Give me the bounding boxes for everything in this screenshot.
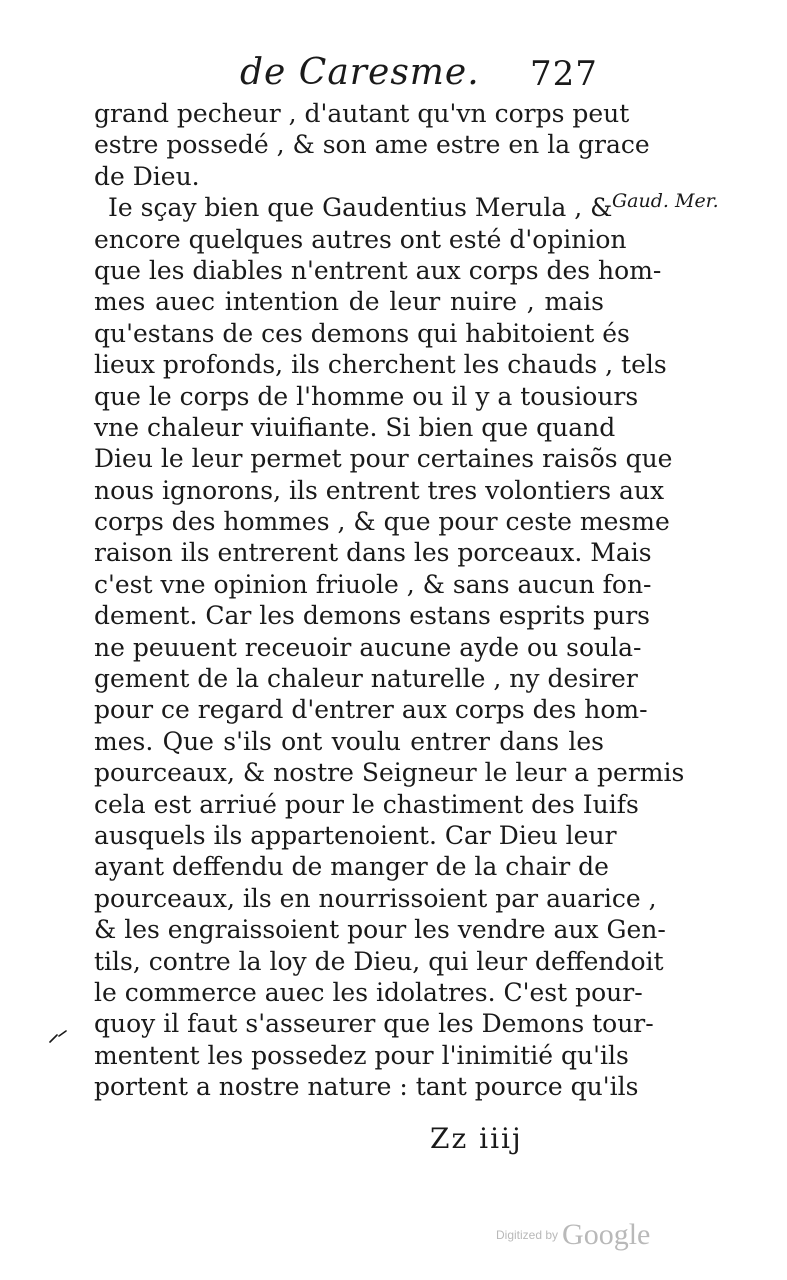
text-line: le commerce auec les idolatres. C'est pour- — [94, 977, 643, 1007]
text-line: nous ignorons, ils entrent tres volontiers aux — [94, 475, 665, 505]
text-line: & les engraissoient pour les vendre aux Gen- — [94, 915, 666, 945]
text-line: mentent les possedez pour l'inimitié qu'ils — [94, 1040, 629, 1070]
text-line: ayant deffendu de manger de la chair de — [94, 852, 609, 882]
text-line: lieux profonds, ils cherchent les chauds , tels — [94, 350, 667, 380]
text-line: de Dieu. — [94, 161, 200, 191]
text-line: qu'estans de ces demons qui habitoient és — [94, 318, 630, 348]
text-line: quoy il faut s'asseurer que les Demons tour- — [94, 1009, 654, 1039]
text-line: ne peuuent receuoir aucune ayde ou soula- — [94, 632, 642, 662]
signature-mark: Zz iiij — [430, 1122, 523, 1155]
text-line: portent a nostre nature : tant pource qu'ils — [94, 1072, 639, 1102]
running-title: de Caresme. — [240, 52, 480, 93]
google-logo: Google — [562, 1218, 651, 1251]
text-line: que le corps de l'homme ou il y a tousiours — [94, 381, 639, 411]
page-number: 727 — [530, 54, 598, 94]
digitized-watermark — [496, 1218, 650, 1252]
text-line: raison ils entrerent dans les porceaux. Mais — [94, 538, 652, 568]
text-line: corps des hommes , & que pour ceste mesme — [94, 507, 670, 537]
text-line: grand pecheur , d'autant qu'vn corps peut — [94, 99, 630, 128]
text-line: dement. Car les demons estans esprits purs — [94, 601, 651, 631]
page-header — [240, 52, 610, 100]
text-line: pourceaux, & nostre Seigneur le leur a permis — [94, 758, 685, 788]
text-line: mes auec intention de leur nuire , mais — [94, 287, 604, 317]
text-line: tils, contre la loy de Dieu, qui leur deffendoit — [94, 946, 664, 976]
text-line: encore quelques autres ont esté d'opinion — [94, 224, 627, 254]
text-line: vne chaleur viuifiante. Si bien que quand — [94, 412, 616, 442]
text-line: c'est vne opinion friuole , & sans aucun fon- — [94, 569, 652, 599]
text-line: Dieu le leur permet pour certaines raisõs que — [94, 444, 673, 474]
text-line: pour ce regard d'entrer aux corps des hom- — [94, 695, 648, 725]
text-line: estre possedé , & son ame estre en la grace — [94, 130, 650, 160]
text-line: pourceaux, ils en nourrissoient par auarice , — [94, 883, 657, 913]
ink-blot-mark — [48, 1030, 68, 1044]
text-line: ausquels ils appartenoient. Car Dieu leur — [94, 820, 617, 850]
text-line: que les diables n'entrent aux corps des hom- — [94, 255, 662, 285]
text-line: cela est arriué pour le chastiment des Iuifs — [94, 789, 639, 819]
marginal-note: Gaud. Mer. — [612, 190, 719, 212]
text-line: gement de la chaleur naturelle , ny desirer — [94, 664, 638, 694]
text-line: Ie sçay bien que Gaudentius Merula , & — [108, 193, 613, 223]
text-line: mes. Que s'ils ont voulu entrer dans les — [94, 726, 604, 756]
digitized-by-label: Digitized by — [496, 1228, 559, 1242]
